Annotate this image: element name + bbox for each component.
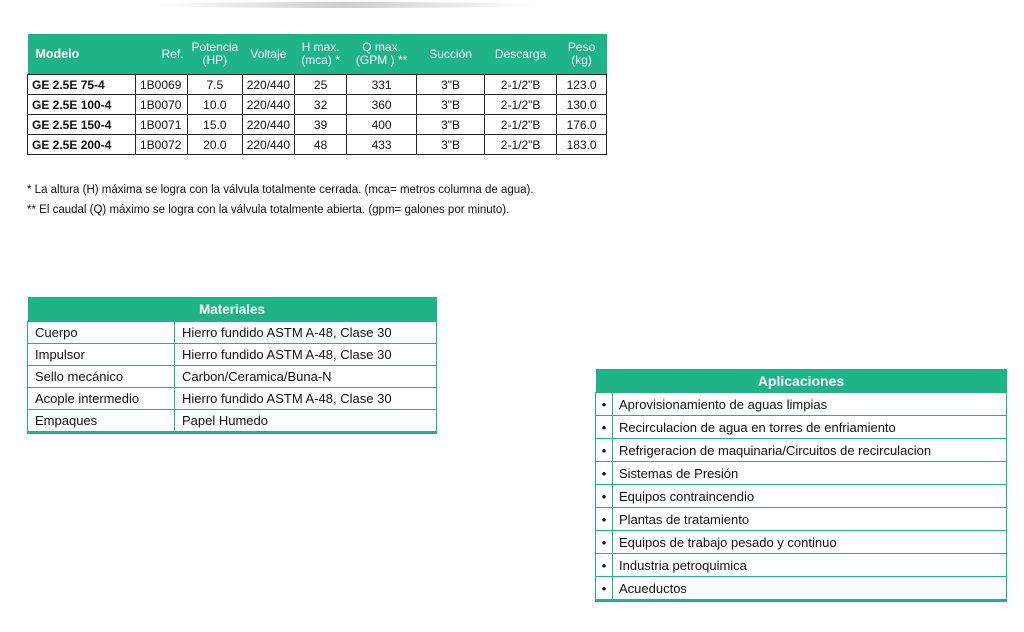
footnote-flow: ** El caudal (Q) máximo se logra con la válvula totalmente abierta. (gpm= galones por minuto).	[27, 204, 510, 216]
cell-peso: 176.0	[557, 115, 607, 135]
materials-row	[28, 410, 437, 433]
material-part: Acople intermedio	[28, 388, 175, 410]
col-voltaje: Voltaje	[242, 34, 294, 75]
material-value: Hierro fundido ASTM A-48, Clase 30	[175, 344, 437, 366]
cell-peso: 183.0	[557, 135, 607, 155]
col-qmax	[347, 34, 417, 75]
cell-peso: 123.0	[557, 75, 607, 95]
cell-succion: 3"B	[417, 135, 485, 155]
cell-succion: 3"B	[417, 95, 485, 115]
cell-hmax: 48	[295, 135, 347, 155]
application-text: Plantas de tratamiento	[613, 508, 1007, 531]
application-text: Industria petroquimica	[613, 554, 1007, 577]
application-item	[596, 393, 1007, 416]
col-ref: Ref.	[136, 34, 188, 75]
cell-qmax: 360	[347, 95, 417, 115]
material-part: Cuerpo	[28, 322, 175, 344]
col-potencia	[188, 34, 243, 75]
applications-title: Aplicaciones	[596, 369, 1007, 393]
cell-voltaje: 220/440	[242, 135, 294, 155]
bullet-icon: •	[596, 439, 613, 462]
col-qmax-l2: (GPM ) **	[355, 53, 408, 67]
cell-hmax: 25	[295, 75, 347, 95]
bullet-icon: •	[596, 577, 613, 601]
application-item	[596, 439, 1007, 462]
application-text: Recirculacion de agua en torres de enfriamiento	[613, 416, 1007, 439]
col-hmax-l1: H max.	[301, 40, 340, 54]
material-value: Carbon/Ceramica/Buna-N	[175, 366, 437, 388]
cell-modelo: GE 2.5E 150-4	[28, 115, 136, 135]
application-text: Acueductos	[613, 577, 1007, 601]
cell-descarga: 2-1/2"B	[485, 95, 557, 115]
application-text: Sistemas de Presión	[613, 462, 1007, 485]
bullet-icon: •	[596, 554, 613, 577]
application-item	[596, 462, 1007, 485]
col-hmax	[295, 34, 347, 75]
cell-descarga: 2-1/2"B	[485, 115, 557, 135]
col-peso-l2: (kg)	[571, 53, 592, 67]
col-peso-l1: Peso	[567, 40, 596, 54]
application-text: Equipos contraincendio	[613, 485, 1007, 508]
materials-row	[28, 388, 437, 410]
applications-table	[595, 369, 1007, 602]
bullet-icon: •	[596, 393, 613, 416]
cell-voltaje: 220/440	[242, 115, 294, 135]
specs-row	[28, 75, 607, 95]
specs-row	[28, 95, 607, 115]
cell-qmax: 433	[347, 135, 417, 155]
specs-row	[28, 135, 607, 155]
cell-modelo: GE 2.5E 100-4	[28, 95, 136, 115]
col-hmax-l2: (mca) *	[301, 53, 340, 67]
specs-header-row	[28, 34, 607, 75]
bullet-icon: •	[596, 485, 613, 508]
col-potencia-l1: Potencia	[191, 40, 239, 54]
top-divider-line	[150, 2, 540, 8]
application-item	[596, 485, 1007, 508]
application-text: Aprovisionamiento de aguas limpias	[613, 393, 1007, 416]
cell-qmax: 400	[347, 115, 417, 135]
col-qmax-l1: Q max.	[362, 40, 401, 54]
application-text: Equipos de trabajo pesado y continuo	[613, 531, 1007, 554]
col-modelo: Modelo	[28, 34, 136, 75]
cell-peso: 130.0	[557, 95, 607, 115]
cell-potencia: 7.5	[188, 75, 243, 95]
cell-ref: 1B0070	[136, 95, 188, 115]
bullet-icon: •	[596, 508, 613, 531]
cell-potencia: 15.0	[188, 115, 243, 135]
specs-table	[27, 34, 607, 155]
application-item	[596, 554, 1007, 577]
materials-row	[28, 366, 437, 388]
cell-ref: 1B0069	[136, 75, 188, 95]
footnote-height: * La altura (H) máxima se logra con la válvula totalmente cerrada. (mca= metros columna de agua).	[27, 184, 534, 196]
col-potencia-l2: (HP)	[202, 53, 228, 67]
material-value: Hierro fundido ASTM A-48, Clase 30	[175, 322, 437, 344]
cell-qmax: 331	[347, 75, 417, 95]
materials-title: Materiales	[28, 297, 437, 322]
application-item	[596, 416, 1007, 439]
cell-modelo: GE 2.5E 75-4	[28, 75, 136, 95]
cell-ref: 1B0071	[136, 115, 188, 135]
specs-row	[28, 115, 607, 135]
col-descarga: Descarga	[485, 34, 557, 75]
cell-ref: 1B0072	[136, 135, 188, 155]
material-part: Impulsor	[28, 344, 175, 366]
bullet-icon: •	[596, 531, 613, 554]
cell-succion: 3"B	[417, 115, 485, 135]
bullet-icon: •	[596, 462, 613, 485]
cell-voltaje: 220/440	[242, 95, 294, 115]
application-item	[596, 508, 1007, 531]
footnotes	[27, 180, 534, 220]
application-text: Refrigeracion de maquinaria/Circuitos de recirculacion	[613, 439, 1007, 462]
materials-row	[28, 322, 437, 344]
application-item	[596, 577, 1007, 601]
bullet-icon: •	[596, 416, 613, 439]
cell-descarga: 2-1/2"B	[485, 135, 557, 155]
cell-potencia: 20.0	[188, 135, 243, 155]
col-peso	[557, 34, 607, 75]
cell-potencia: 10.0	[188, 95, 243, 115]
cell-hmax: 39	[295, 115, 347, 135]
cell-succion: 3"B	[417, 75, 485, 95]
materials-row	[28, 344, 437, 366]
col-succion: Succión	[417, 34, 485, 75]
material-part: Empaques	[28, 410, 175, 433]
cell-voltaje: 220/440	[242, 75, 294, 95]
cell-modelo: GE 2.5E 200-4	[28, 135, 136, 155]
material-value: Papel Humedo	[175, 410, 437, 433]
materials-table	[27, 297, 437, 434]
material-part: Sello mecánico	[28, 366, 175, 388]
material-value: Hierro fundido ASTM A-48, Clase 30	[175, 388, 437, 410]
application-item	[596, 531, 1007, 554]
cell-hmax: 32	[295, 95, 347, 115]
cell-descarga: 2-1/2"B	[485, 75, 557, 95]
